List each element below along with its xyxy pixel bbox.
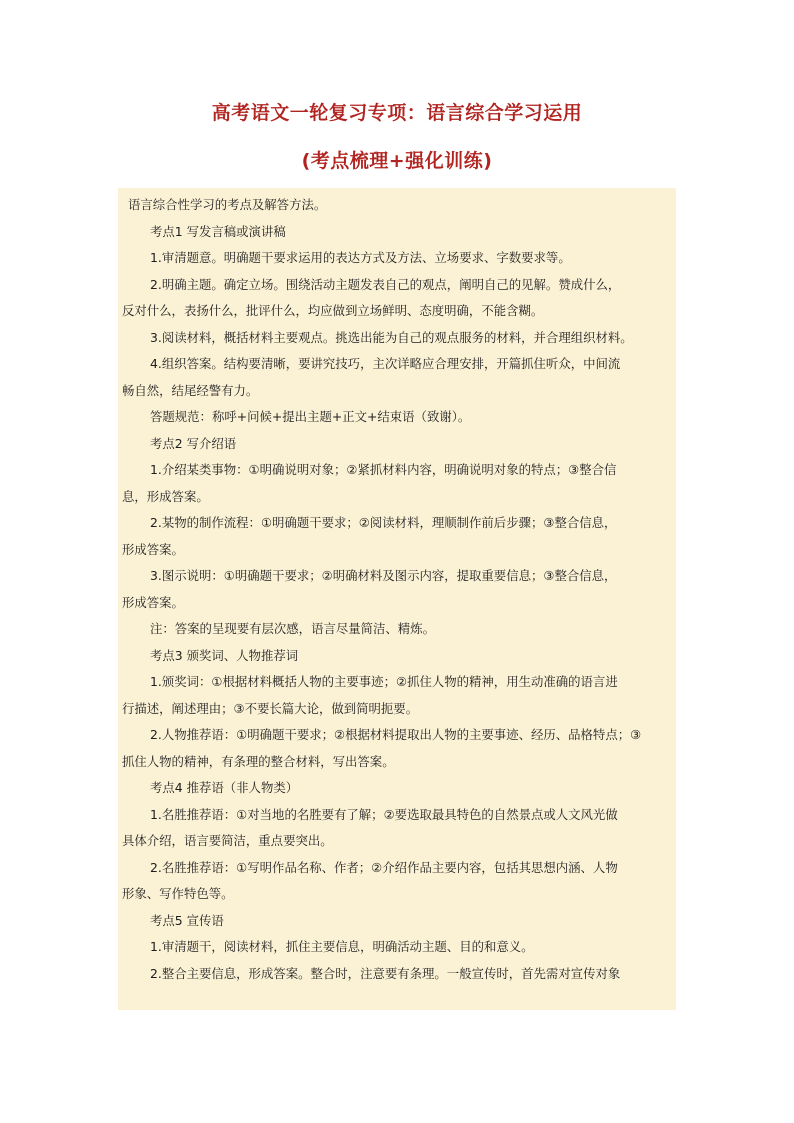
text-line: 反对什么，表扬什么，批评什么，均应做到立场鲜明、态度明确，不能含糊。 <box>122 303 544 318</box>
text-line: 1.名胜推荐语：①对当地的名胜要有了解；②要选取最具特色的自然景点或人文风光做 <box>150 806 618 822</box>
text-line: 2.整合主要信息，形成答案。整合时，注意要有条理。一般宣传时，首先需对宣传对象 <box>150 965 621 981</box>
text-line: 形成答案。 <box>122 594 184 610</box>
content-panel <box>118 188 676 1010</box>
text-line: 考点3 颁奖词、人物推荐词 <box>150 647 299 663</box>
text-line: 3.阅读材料，概括材料主要观点。挑选出能为自己的观点服务的材料，并合理组织材料。 <box>150 329 633 345</box>
text-line: 具体介绍，语言要简洁，重点要突出。 <box>122 833 333 848</box>
text-line: 2.明确主题。确定立场。围绕活动主题发表自己的观点，阐明自己的见解。赞成什么， <box>150 276 621 292</box>
text-line: 2.某物的制作流程：①明确题干要求；②阅读材料，理顺制作前后步骤；③整合信息， <box>150 515 617 530</box>
text-line: 3.图示说明：①明确题干要求；②明确材料及图示内容，提取重要信息；③整合信息， <box>150 568 617 583</box>
text-line: 考点4 推荐语（非人物类） <box>150 780 299 795</box>
text-line: 2.人物推荐语：①明确题干要求；②根据材料提取出人物的主要事迹、经历、品格特点；③ <box>150 727 642 742</box>
text-line: 注：答案的呈现要有层次感，语言尽量简洁、精炼。 <box>150 621 435 636</box>
text-line: 形象、写作特色等。 <box>122 886 234 901</box>
text-line: 答题规范：称呼+问候+提出主题+正文+结束语（致谢）。 <box>150 409 471 424</box>
text-line: 考点2 写介绍语 <box>150 435 237 451</box>
text-line: 畅自然，结尾经警有力。 <box>122 382 259 398</box>
text-line: 考点5 宣传语 <box>150 912 224 928</box>
text-line: 息，形成答案。 <box>122 488 209 504</box>
text-line: 4.组织答案。结构要清晰，要讲究技巧，主次详略应合理安排，开篇抓住听众，中间流 <box>150 356 621 371</box>
text-line: 抓住人物的精神，有条理的整合材料，写出答案。 <box>122 753 395 769</box>
text-line: 1.介绍某类事物：①明确说明对象；②紧抓材料内容，明确说明对象的特点；③整合信 <box>150 462 617 477</box>
text-line: 语言综合性学习的考点及解答方法。 <box>128 197 327 212</box>
document-subtitle: (考点梳理+强化训练) <box>301 150 493 172</box>
document-title: 高考语文一轮复习专项：语言综合学习运用 <box>211 102 583 124</box>
text-line: 考点1 写发言稿或演讲稿 <box>150 223 286 239</box>
text-line: 1.颁奖词：①根据材料概括人物的主要事迹；②抓住人物的精神，用生动准确的语言进 <box>150 674 618 689</box>
text-line: 2.名胜推荐语：①写明作品名称、作者；②介绍作品主要内容，包括其思想内涵、人物 <box>150 859 618 875</box>
text-line: 行描述，阐述理由；③不要长篇大论，做到简明扼要。 <box>122 700 419 716</box>
text-line: 1.审清题干，阅读材料，抓住主要信息，明确活动主题、目的和意义。 <box>150 939 534 954</box>
text-line: 1.审清题意。明确题干要求运用的表达方式及方法、立场要求、字数要求等。 <box>150 250 571 265</box>
text-line: 形成答案。 <box>122 541 184 557</box>
